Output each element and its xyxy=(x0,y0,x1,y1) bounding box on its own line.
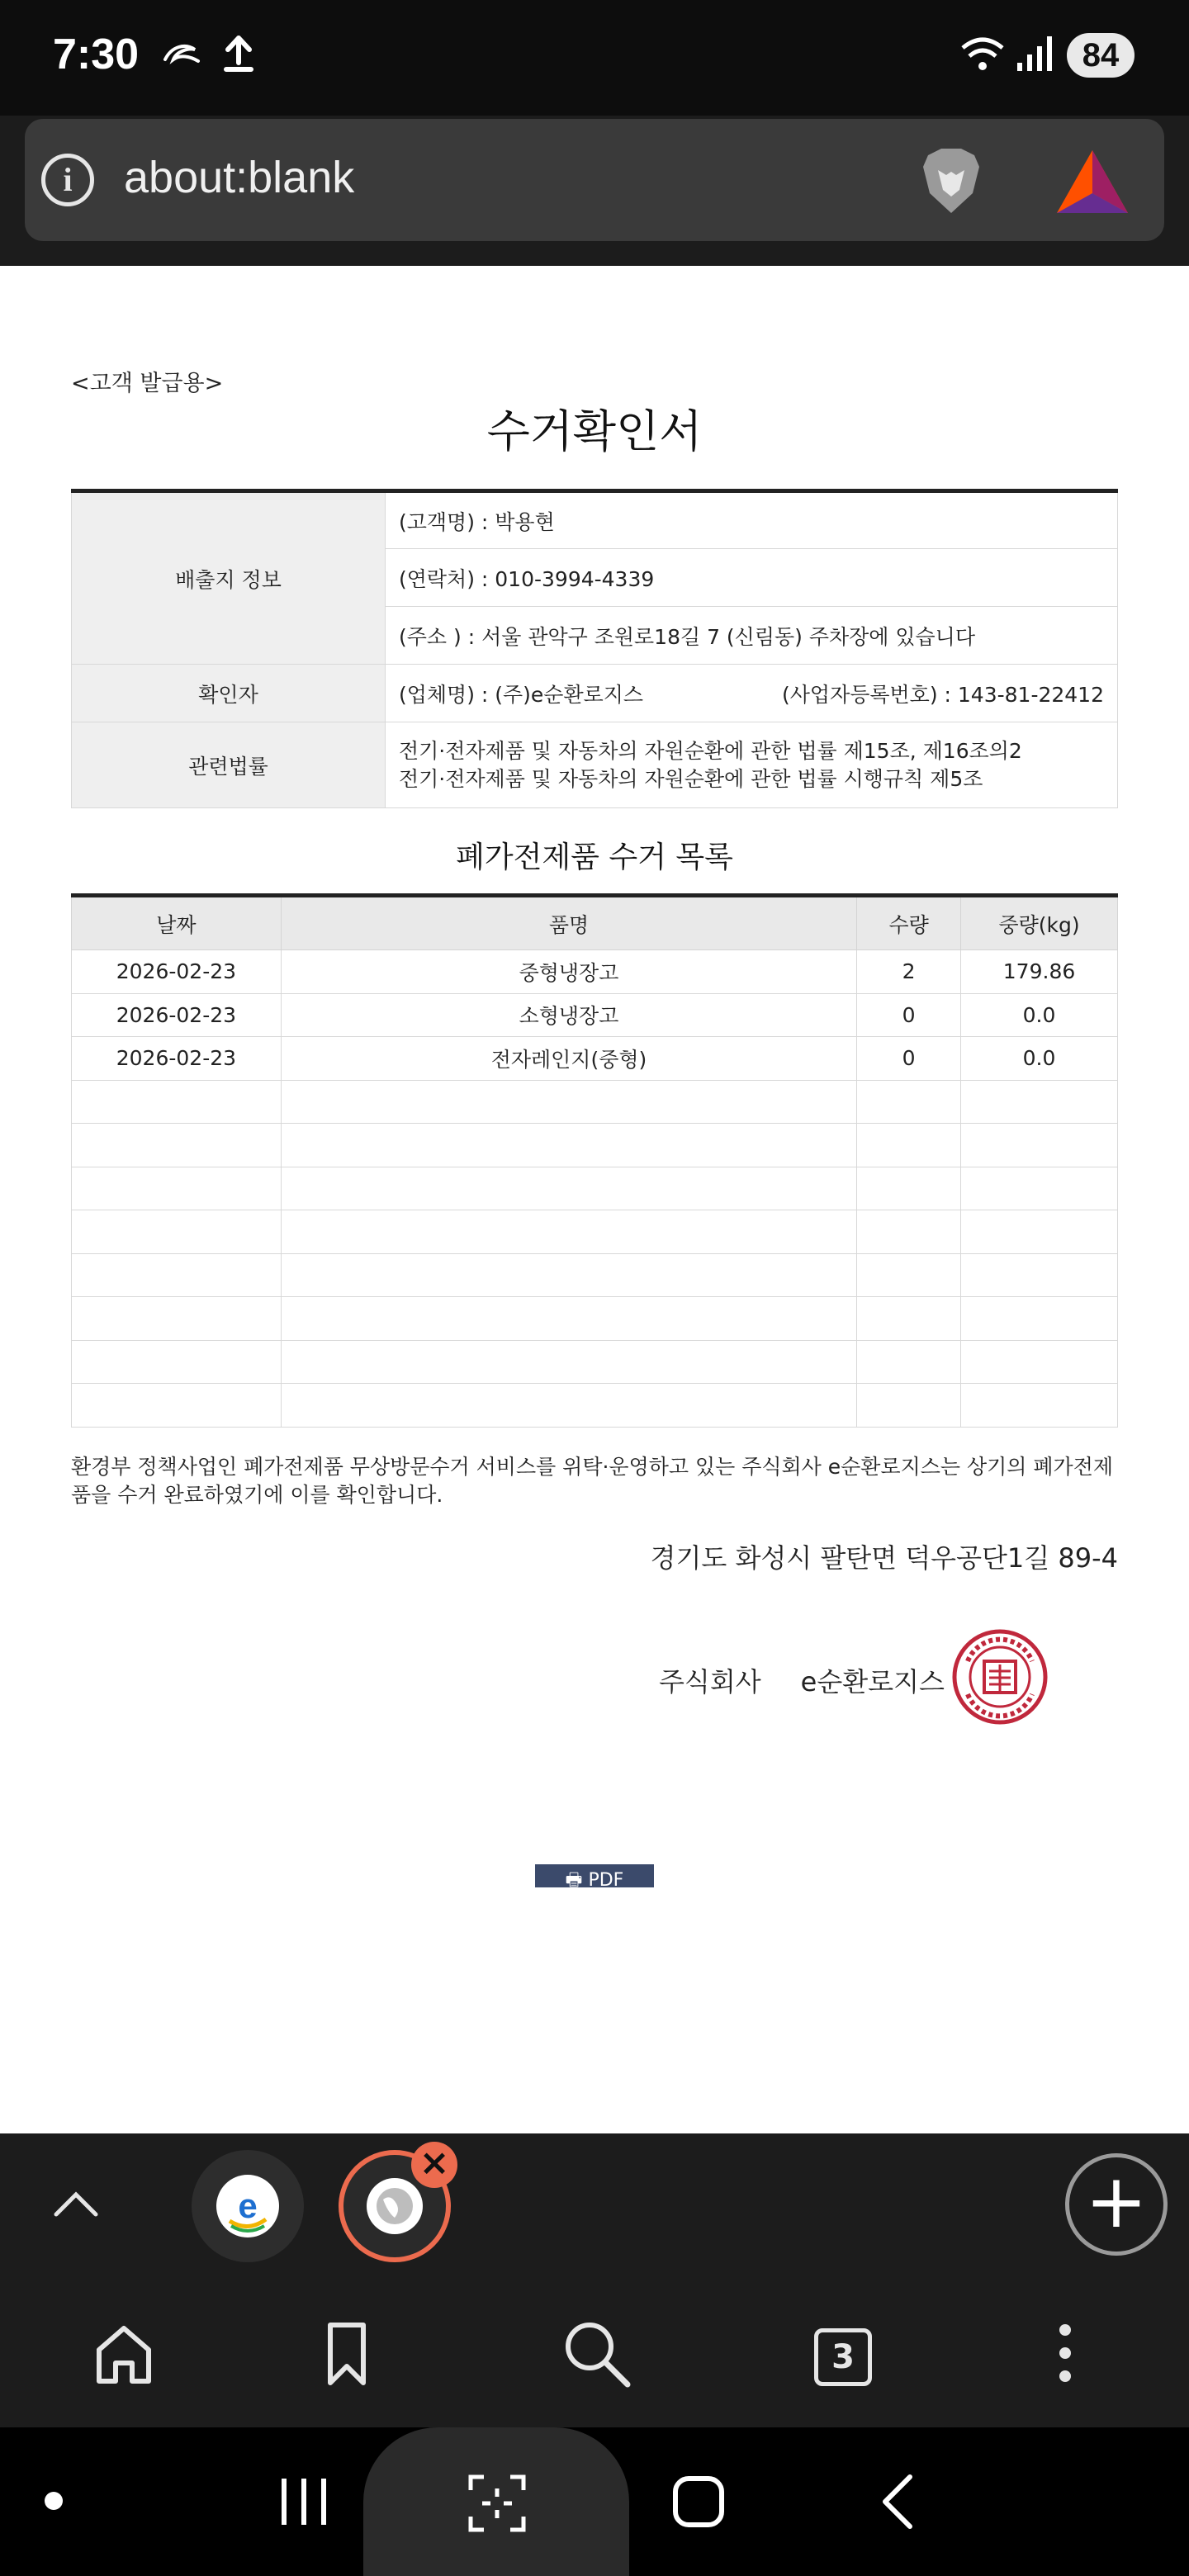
cell-qty xyxy=(857,1080,961,1124)
cell-item xyxy=(281,1080,856,1124)
bookmark-icon[interactable] xyxy=(306,2312,388,2394)
cell-item: 소형냉장고 xyxy=(281,993,856,1037)
customer-phone: (연락처) : 010-3994-4339 xyxy=(386,549,1118,607)
emitter-info-label: 배출지 정보 xyxy=(72,491,386,665)
cell-weight: 0.0 xyxy=(961,1037,1118,1081)
seal-stamp xyxy=(951,1628,1049,1726)
table-row xyxy=(72,1253,1118,1297)
new-tab-button[interactable]: + xyxy=(1065,2153,1168,2256)
cell-date: 2026-02-23 xyxy=(72,950,282,994)
column-header-date: 날짜 xyxy=(72,896,282,950)
table-header xyxy=(72,896,1118,950)
tab-e-recycling[interactable] xyxy=(192,2150,304,2262)
company-name: (업체명) : (주)e순환로지스 xyxy=(399,682,644,707)
bottom-toolbar xyxy=(0,2279,1189,2427)
e-recycling-favicon xyxy=(192,2150,304,2262)
cell-qty xyxy=(857,1253,961,1297)
tab-strip xyxy=(0,2133,1189,2279)
table-row xyxy=(72,950,1118,994)
cell-date xyxy=(72,1124,282,1167)
cell-item xyxy=(281,1210,856,1254)
cell-weight: 179.86 xyxy=(961,950,1118,994)
collection-table xyxy=(71,893,1118,1428)
cell-item xyxy=(281,1384,856,1428)
cell-date xyxy=(72,1297,282,1341)
url-text[interactable]: about:blank xyxy=(124,153,355,202)
company-signature xyxy=(659,1661,945,1699)
cell-qty xyxy=(857,1124,961,1167)
chevron-up-icon[interactable] xyxy=(51,2180,101,2229)
cell-qty: 2 xyxy=(857,950,961,994)
cell-qty xyxy=(857,1167,961,1210)
cell-date xyxy=(72,1384,282,1428)
upload-icon xyxy=(216,31,261,76)
table-row xyxy=(72,1124,1118,1167)
cell-qty xyxy=(857,1340,961,1384)
status-time: 7:30 xyxy=(53,31,140,78)
document-title: 수거확인서 xyxy=(486,405,703,457)
capture-icon[interactable] xyxy=(464,2470,530,2536)
more-icon[interactable] xyxy=(1024,2312,1106,2394)
company-name-sign: e순환로지스 xyxy=(800,1666,945,1698)
table-row xyxy=(72,1080,1118,1124)
law-cell xyxy=(386,722,1118,808)
cell-qty xyxy=(857,1210,961,1254)
web-page xyxy=(0,266,1189,2133)
cell-weight xyxy=(961,1297,1118,1341)
recent-apps-icon[interactable] xyxy=(272,2470,335,2533)
cell-date xyxy=(72,1253,282,1297)
column-header-item: 품명 xyxy=(281,896,856,950)
column-header-qty: 수량 xyxy=(857,896,961,950)
law-line-1: 전기·전자제품 및 자동차의 자원순환에 관한 법률 제15조, 제16조의2 xyxy=(399,738,1022,763)
home-nav-icon[interactable] xyxy=(667,2470,730,2533)
cell-date xyxy=(72,1167,282,1210)
cell-weight: 0.0 xyxy=(961,993,1118,1037)
cell-date: 2026-02-23 xyxy=(72,1037,282,1081)
close-tab-icon[interactable]: × xyxy=(411,2142,457,2188)
law-line-2: 전기·전자제품 및 자동차의 자원순환에 관한 법률 시행규칙 제5조 xyxy=(399,766,983,791)
cell-qty xyxy=(857,1297,961,1341)
address-bar[interactable] xyxy=(25,119,1164,241)
cell-item xyxy=(281,1253,856,1297)
cell-weight xyxy=(961,1124,1118,1167)
table-row xyxy=(72,1297,1118,1341)
confirmer-cell xyxy=(386,665,1118,722)
printer-icon: 🖶 xyxy=(565,1870,583,1887)
cell-item xyxy=(281,1167,856,1210)
confirmation-notice: 환경부 정책사업인 폐가전제품 무상방문수거 서비스를 위탁·운영하고 있는 주식회사 e순환로지스는 상기의 폐가전제품을 수거 완료하였기에 이를 확인합니다. xyxy=(71,1455,1113,1507)
cell-qty: 0 xyxy=(857,1037,961,1081)
cell-weight xyxy=(961,1340,1118,1384)
cell-weight xyxy=(961,1080,1118,1124)
bat-rewards-icon[interactable] xyxy=(1055,147,1130,216)
info-icon[interactable]: i xyxy=(41,154,94,206)
pdf-button[interactable] xyxy=(535,1864,654,1887)
search-icon[interactable] xyxy=(555,2312,637,2394)
copy-label: <고객 발급용> xyxy=(71,371,224,396)
pdf-button-label: PDF xyxy=(588,1870,624,1887)
cell-item xyxy=(281,1340,856,1384)
signal-icon xyxy=(1014,31,1055,76)
cell-item xyxy=(281,1297,856,1341)
table-row xyxy=(72,1384,1118,1428)
cell-date: 2026-02-23 xyxy=(72,993,282,1037)
cell-weight xyxy=(961,1167,1118,1210)
law-label: 관련법률 xyxy=(72,722,386,808)
column-header-weight: 중량(kg) xyxy=(961,896,1118,950)
cell-date xyxy=(72,1210,282,1254)
cell-date xyxy=(72,1080,282,1124)
company-address: 경기도 화성시 팔탄면 덕우공단1길 89-4 xyxy=(650,1542,1118,1574)
back-icon[interactable] xyxy=(869,2470,931,2533)
table-row xyxy=(72,1340,1118,1384)
cell-weight xyxy=(961,1210,1118,1254)
svg-text:e: e xyxy=(238,2186,258,2225)
table-row xyxy=(72,1037,1118,1081)
table-row xyxy=(72,1167,1118,1210)
cell-date xyxy=(72,1340,282,1384)
business-reg-number: (사업자등록번호) : 143-81-22412 xyxy=(782,682,1104,707)
list-title: 폐가전제품 수거 목록 xyxy=(456,841,733,874)
company-type: 주식회사 xyxy=(659,1666,761,1698)
brave-shield-icon[interactable] xyxy=(913,142,989,218)
home-icon[interactable] xyxy=(83,2312,165,2394)
cell-item: 전자레인지(중형) xyxy=(281,1037,856,1081)
tabs-count-button[interactable]: 3 xyxy=(814,2328,872,2386)
dot-icon xyxy=(41,2488,66,2513)
cell-qty: 0 xyxy=(857,993,961,1037)
customer-address: (주소 ) : 서울 관악구 조원로18길 7 (신림동) 주차장에 있습니다 xyxy=(386,607,1118,665)
cell-item: 중형냉장고 xyxy=(281,950,856,994)
cell-weight xyxy=(961,1253,1118,1297)
status-bar xyxy=(0,0,1189,116)
cell-weight xyxy=(961,1384,1118,1428)
info-table xyxy=(71,489,1118,808)
cell-item xyxy=(281,1124,856,1167)
alibaba-icon xyxy=(160,31,205,76)
cell-qty xyxy=(857,1384,961,1428)
table-row xyxy=(72,1210,1118,1254)
confirmer-label: 확인자 xyxy=(72,665,386,722)
table-row xyxy=(72,993,1118,1037)
system-nav-bar xyxy=(0,2427,1189,2576)
battery-indicator: 84 xyxy=(1067,33,1135,78)
wifi-icon xyxy=(958,31,1007,76)
customer-name: (고객명) : 박용현 xyxy=(386,491,1118,549)
browser-header xyxy=(0,116,1189,266)
